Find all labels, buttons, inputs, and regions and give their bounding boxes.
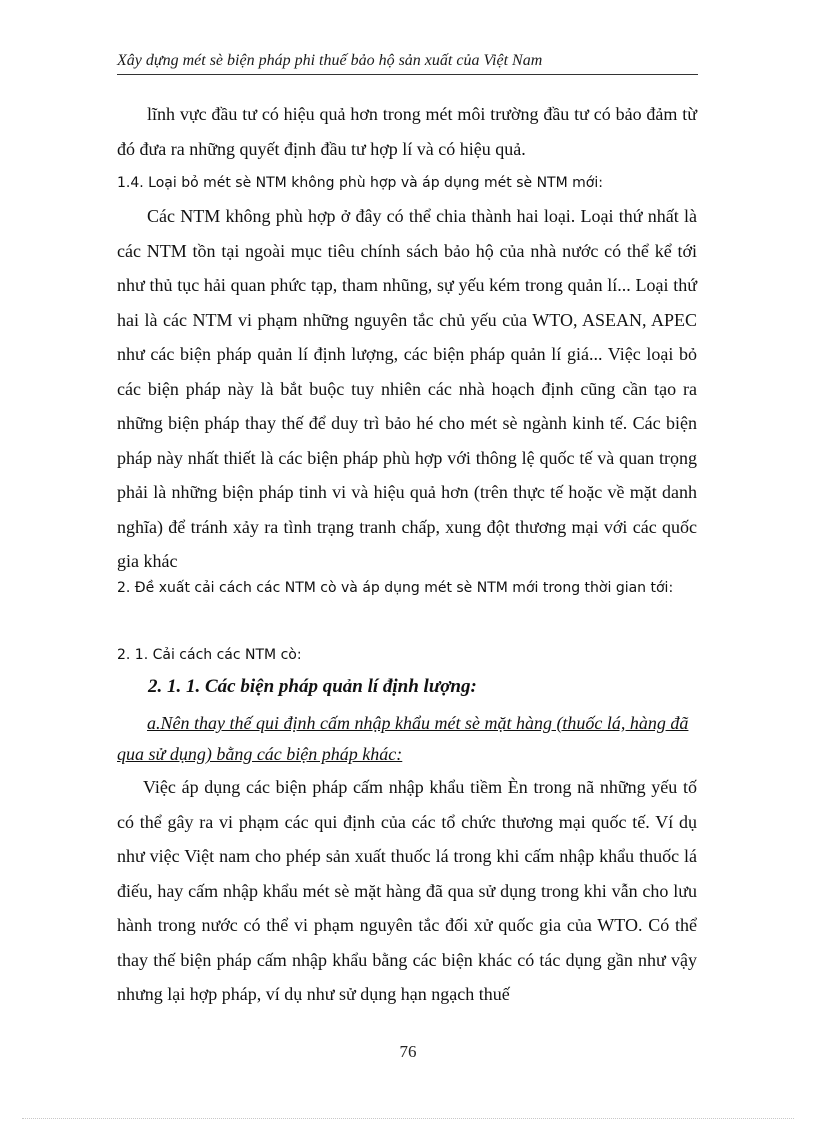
paragraph-investment: lĩnh vực đầu tư có hiệu quả hơn trong mét môi trường đầu tư có bảo đảm từ đó đưa ra những quyết định đầu tư hợp lí và có hiệu quả.	[117, 104, 697, 159]
subheading-a: a.Nên thay thế qui định cấm nhập khẩu mét sè mặt hàng (thuốc lá, hàng đã qua sử dụng) bằng các biện pháp khác:	[117, 713, 689, 764]
section-heading-2: 2. Đề xuất cải cách các NTM cò và áp dụng mét sè NTM mới trong thời gian tới:	[117, 580, 674, 596]
page-number: 76	[399, 1042, 417, 1061]
running-header: Xây dựng mét sè biện pháp phi thuế bảo hộ sản xuất của Việt Nam	[117, 52, 698, 75]
paragraph-import-ban: Việc áp dụng các biện pháp cấm nhập khẩu tiềm Èn trong nã những yếu tố có thể gây ra vi phạm các qui định của các tổ chức thương mại quốc tế. Ví dụ như việc Việt nam cho phép sản xuất thuốc lá trong khi cấm nhập khẩu thuốc lá điếu, hay cấm nhập khẩu mét sè mặt hàng đã qua sử dụng trong khi vẫn cho lưu hành trong nước có thể vi phạm nguyên tắc đối xử quốc gia của WTO. Có thể thay thế biện pháp cấm nhập khẩu bằng các biện khác có tác dụng gần như vậy nhưng lại hợp pháp, ví dụ như sử dụng hạn ngạch thuế	[117, 777, 697, 1004]
section-heading-2-1-1: 2. 1. 1. Các biện pháp quản lí định lượng:	[148, 676, 477, 697]
paragraph-ntm-types: Các NTM không phù hợp ở đây có thể chia thành hai loại. Loại thứ nhất là các NTM tồn tại ngoài mục tiêu chính sách bảo hộ của nhà nước có thể kể tới như thủ tục hải quan phức tạp, tham nhũng, sự yếu kém trong quản lí... Loại thứ hai là các NTM vi phạm những nguyên tắc chủ yếu của WTO, ASEAN, APEC như các biện pháp quản lí định lượng, các biện pháp quản lí giá... Việc loại bỏ các biện pháp này là bắt buộc tuy nhiên các nhà hoạch định cũng cần tạo ra những biện pháp thay thế để duy trì bảo hé cho mét sè ngành kinh tế. Các biện pháp này nhất thiết là các biện pháp phù hợp với thông lệ quốc tế và quan trọng phải là những biện pháp tinh vi và hiệu quả hơn (trên thực tế hoặc về mặt danh nghĩa) để tránh xảy ra tình trạng tranh chấp, xung đột thương mại với các quốc gia khác	[117, 206, 697, 571]
section-heading-2-1: 2. 1. Cải cách các NTM cò:	[117, 647, 302, 663]
page-edge-divider	[22, 1118, 794, 1119]
section-heading-1-4: 1.4. Loại bỏ mét sè NTM không phù hợp và áp dụng mét sè NTM mới:	[117, 175, 603, 191]
